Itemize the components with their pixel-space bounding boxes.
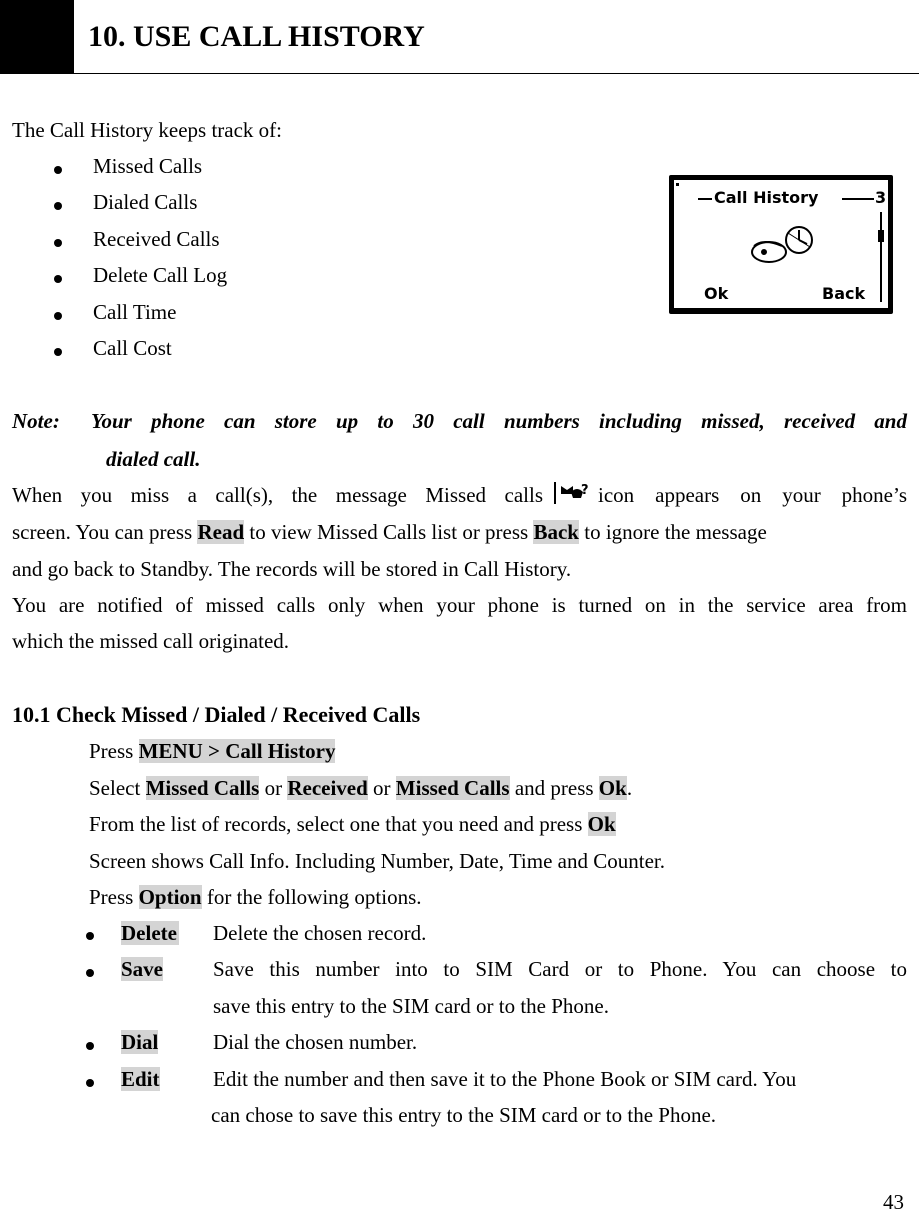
bullet-icon	[54, 166, 62, 174]
option-edit-label: Edit	[121, 1067, 160, 1091]
bullet-icon	[54, 239, 62, 247]
bullet-icon	[54, 312, 62, 320]
bullet-icon	[54, 275, 62, 283]
chapter-tab	[0, 0, 74, 74]
phone-ok-softkey: Ok	[704, 284, 729, 303]
para1-line2: screen. You can press Read to view Missed Calls list or press Back to ignore the message	[12, 520, 767, 544]
list-item: Call Time	[93, 300, 177, 324]
phone-screenshot	[669, 175, 893, 314]
intro-lead: The Call History keeps track of:	[12, 118, 283, 142]
bullet-icon	[54, 348, 62, 356]
para1-line1-start: When you miss a call(s), the message Missed calls	[12, 483, 543, 507]
para2-line2: which the missed call originated.	[12, 629, 290, 653]
phone-page-number: 3	[875, 188, 887, 207]
para1-line1-end: icon appears on your phone’s	[598, 483, 907, 507]
note-line-1: Your phone can store up to 30 call numbers including missed, received and	[91, 409, 907, 433]
back-key: Back	[533, 520, 579, 544]
page-title: 10. USE CALL HISTORY	[88, 20, 425, 53]
option-save-desc-2: save this entry to the SIM card or to the Phone.	[213, 994, 610, 1018]
step-4: Screen shows Call Info. Including Number, Date, Time and Counter.	[89, 849, 665, 873]
bullet-icon	[86, 1079, 94, 1087]
phone-back-softkey: Back	[822, 284, 866, 303]
option-edit-desc: Edit the number and then save it to the Phone Book or SIM card. You	[213, 1067, 797, 1091]
list-item: Call Cost	[93, 336, 172, 360]
option-edit-desc-2: can chose to save this entry to the SIM card or to the Phone.	[211, 1103, 717, 1127]
note-line-2: dialed call.	[106, 447, 201, 471]
menu-call-history-key: MENU > Call History	[138, 739, 336, 763]
step-3: From the list of records, select one that you need and press Ok	[89, 812, 616, 836]
para2-line1: You are notified of missed calls only when your phone is turned on in the service area from	[12, 593, 907, 617]
step-1: Press MENU > Call History	[89, 739, 336, 763]
read-key: Read	[197, 520, 245, 544]
svg-text:?: ?	[581, 483, 589, 498]
option-dial-desc: Dial the chosen number.	[213, 1030, 418, 1054]
option-save-desc: Save this number into to SIM Card or to Phone. You can choose to	[213, 957, 907, 981]
bullet-icon	[54, 202, 62, 210]
page-number: 43	[883, 1190, 904, 1214]
option-dial-label: Dial	[121, 1030, 159, 1054]
bullet-icon	[86, 969, 94, 977]
section-heading: 10.1 Check Missed / Dialed / Received Calls	[12, 702, 421, 727]
list-item: Delete Call Log	[93, 263, 228, 287]
para1-line3: and go back to Standby. The records will be stored in Call History.	[12, 557, 572, 581]
step-5: Press Option for the following options.	[89, 885, 422, 909]
list-item: Dialed Calls	[93, 190, 198, 214]
bullet-icon	[86, 1042, 94, 1050]
missed-call-icon	[553, 480, 591, 506]
phone-display	[674, 180, 888, 308]
list-item: Received Calls	[93, 227, 220, 251]
note-label: Note:	[12, 409, 60, 433]
title-divider	[0, 73, 919, 74]
option-save-label: Save	[121, 957, 163, 981]
option-delete-desc: Delete the chosen record.	[213, 921, 427, 945]
phone-title: Call History	[714, 188, 819, 207]
step-2: Select Missed Calls or Received or Missed Calls and press Ok.	[89, 776, 633, 800]
call-history-icon	[752, 227, 812, 262]
list-item: Missed Calls	[93, 154, 203, 178]
bullet-icon	[86, 932, 94, 940]
option-delete-label: Delete	[121, 921, 177, 945]
